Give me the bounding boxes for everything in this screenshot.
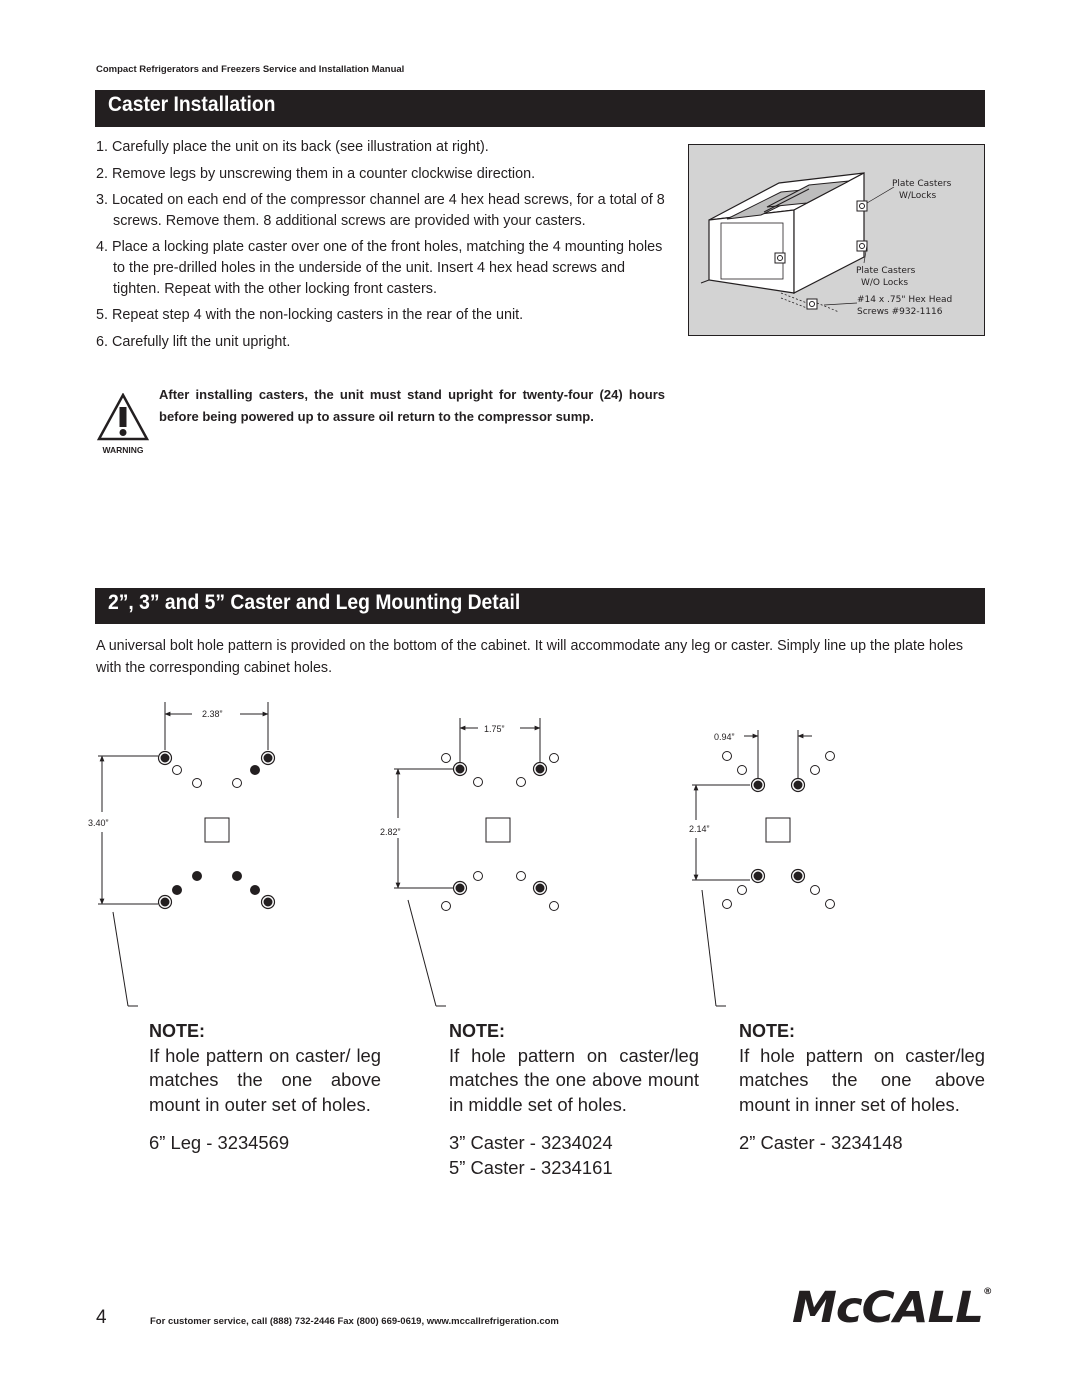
warning-text: After installing casters, the unit must stand upright for twenty-four (24) hours before being powered up to assure oil return to the compressor sump. (159, 387, 665, 424)
note-heading: NOTE: (739, 1021, 795, 1041)
part-number: 3” Caster - 3234024 (449, 1132, 613, 1154)
footer-contact: For customer service, call (888) 732-2446 Fax (800) 669-0619, www.mccallrefrigeration.com (150, 1316, 559, 1327)
bolt-hole-pattern-diagram (80, 690, 1000, 1040)
brand-name: McCALL (792, 1283, 984, 1333)
warning-icon (96, 393, 150, 455)
mccall-logo (792, 1283, 992, 1333)
pattern-inner (692, 730, 835, 1006)
warning-label: WARNING (102, 445, 144, 455)
step-item: 1. Carefully place the unit on its back (see illustration at right). (96, 139, 489, 155)
section-title: 2”, 3” and 5” Caster and Leg Mounting Detail (108, 591, 521, 614)
dimension-label: 2.14” (689, 824, 710, 834)
unit-on-back-illustration (688, 144, 985, 336)
step-item: 5. Repeat step 4 with the non-locking casters in the rear of the unit. (96, 307, 524, 324)
section-header-mounting-detail (95, 588, 985, 624)
installation-steps (96, 137, 666, 358)
part-number: 6” Leg - 3234569 (149, 1132, 290, 1154)
label-plate-casters-no-locks: Plate Casters (856, 266, 916, 276)
page-number: 4 (96, 1307, 107, 1328)
step-item: 4. Place a locking plate caster over one of the front holes, matching the 4 mounting holes to the pre-drilled holes in the underside of the unit. Insert 4 hex head screws and tighten. Repeat with the other locking front casters. (96, 239, 663, 297)
registered-mark: ® (983, 1287, 993, 1297)
step-item: 2. Remove legs by unscrewing them in a counter clockwise direction. (96, 165, 536, 182)
dimension-label: 2.82” (380, 827, 401, 837)
pattern-outer (98, 702, 268, 1006)
dimension-label: 2.38” (202, 709, 223, 719)
mounting-intro: A universal bolt hole pattern is provided on the bottom of the cabinet. It will accommodate any leg or caster. Simply line up the plate holes with the corresponding cabinet holes. (96, 638, 964, 676)
label-plate-casters-locks: Plate Casters (892, 179, 952, 189)
dimension-label: 1.75” (484, 724, 505, 734)
dimension-label: 0.94” (714, 732, 735, 742)
step-item: 6. Carefully lift the unit upright. (96, 333, 291, 350)
label-plate-casters-locks: W/Locks (899, 191, 937, 201)
note-body: If hole pattern on caster/ leg matches the one above mount in outer set of holes. (149, 1044, 381, 1115)
pattern-middle (394, 718, 559, 1006)
note-inner-holes (739, 1019, 985, 1156)
note-heading: NOTE: (449, 1021, 505, 1041)
dimension-label: 3.40” (88, 818, 109, 828)
note-body: If hole pattern on caster/leg matches the one above mount in inner set of holes. (739, 1044, 985, 1115)
document-title: Compact Refrigerators and Freezers Service and Installation Manual (96, 64, 405, 75)
section-header-caster-installation (95, 90, 985, 127)
part-number: 5” Caster - 3234161 (449, 1156, 613, 1178)
note-body: If hole pattern on caster/leg matches the one above mount in middle set of holes. (449, 1044, 699, 1115)
step-item: 3. Located on each end of the compressor channel are 4 hex head screws, for a total of 8 screws. Remove them. 8 additional screws are provided with your casters. (96, 192, 665, 229)
note-heading: NOTE: (149, 1021, 205, 1041)
label-screws: Screws #932-1116 (857, 307, 943, 317)
label-screws: #14 x .75" Hex Head (857, 295, 953, 305)
part-number: 2” Caster - 3234148 (739, 1132, 903, 1154)
label-plate-casters-no-locks: W/O Locks (861, 278, 909, 288)
note-outer-holes (149, 1019, 381, 1156)
note-middle-holes (449, 1019, 699, 1181)
section-title: Caster Installation (108, 93, 276, 116)
